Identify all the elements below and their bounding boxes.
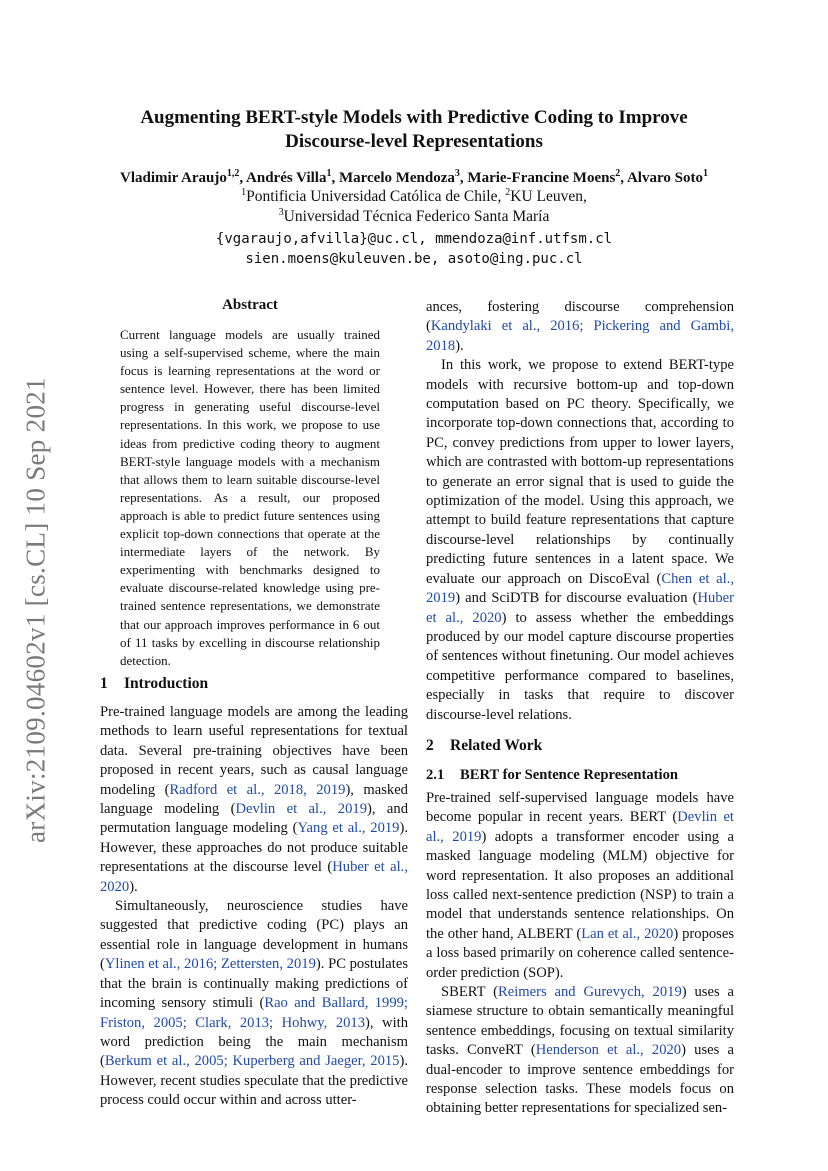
section-number: 1 [100, 675, 108, 692]
text-run: ) to assess whether the embeddings produced by our model capture discourse properties of sentences without finetuning. Our model achieves competitive performance compared to baselines, especially in tasks that require to discover discourse-level relations. [426, 609, 734, 723]
affiliation-text: Universidad Técnica Federico Santa María [283, 208, 550, 225]
email-line-1[interactable]: {vgaraujo,afvilla}@uc.cl, mmendoza@inf.utfsm.cl [215, 231, 613, 247]
citation-link[interactable]: Radford et al., 2018, 2019 [169, 781, 346, 798]
author-affiliation-mark: 3 [454, 168, 460, 179]
affiliation-mark: 1 [241, 186, 247, 198]
text-run: ), and permutation language modeling ( [100, 801, 408, 837]
email-line-2[interactable]: sien.moens@kuleuven.be, asoto@ing.puc.cl [245, 251, 583, 267]
author-name: Marcelo Mendoza [338, 170, 455, 186]
intro-paragraph-2-continued [426, 298, 734, 356]
citation-link[interactable]: Reimers and Gurevych, 2019 [498, 984, 682, 1000]
related-paragraph-2 [426, 983, 734, 1119]
title-line-1: Augmenting BERT-style Models with Predictive Coding to Improve [140, 107, 688, 128]
citation-link[interactable]: Chen et al., 2019 [426, 570, 734, 607]
author-list: Vladimir Araujo$^{1,2}$, Andrés Villa$^1$, Marcelo Mendoza$^3$, Marie-Francine Moens$^2$, Alvaro Soto$^1$ [120, 168, 708, 186]
intro-paragraph-2 [100, 897, 408, 1110]
section-heading-introduction [100, 674, 408, 694]
text-run: Pre-trained language models are among the leading methods to learn useful representations for textual data. Several pre-training objectives have been proposed in recent years, such as causal language modeling ( [100, 704, 408, 798]
author-affiliation-mark: 2 [615, 168, 621, 179]
arxiv-identifier-stamp: arXiv:2109.04602v1 [cs.CL] 10 Sep 2021 [20, 377, 51, 843]
abstract-heading: Abstract [222, 297, 278, 313]
text-run: ). [129, 878, 138, 895]
text-run: ). [455, 337, 464, 354]
related-paragraph-1 [426, 789, 734, 983]
text-run: ). However, these approaches do not produce suitable representations at the discourse level ( [100, 820, 408, 876]
citation-link[interactable]: Henderson et al., 2020 [535, 1042, 682, 1059]
affiliation-text: Pontificia Universidad Católica de Chile, [246, 188, 506, 205]
right-column [426, 298, 734, 1119]
citation-link[interactable]: Devlin et al., 2019 [235, 801, 367, 818]
citation-link[interactable]: Rao and Ballard, 1999; Friston, 2005; Clark, 2013; Hohwy, 2013 [100, 995, 408, 1031]
affiliation-line-2 [100, 207, 728, 227]
abstract-text: Current language models are usually trained using a self-supervised scheme, where the main focus is learning representations at the word or sentence level. However, there has been limited progress in generating useful discourse-level representations. In this work, we propose to use ideas from predictive coding theory to augment BERT-style language models with a mechanism that allows them to learn suitable discourse-level representations. As a result, our proposed approach is able to predict future sentences using explicit top-down connections that operate at the intermediate layers of the network. By experimenting with benchmarks designed to evaluate discourse-related knowledge using pre-trained sentence representations, we demonstrate that our approach improves performance in 6 out of 11 tasks by excelling in discourse relationship detection. [120, 327, 380, 668]
abstract-body [120, 326, 380, 670]
subsection-title: BERT for Sentence Representation [460, 766, 678, 783]
section-title: Related Work [450, 736, 543, 754]
citation-link[interactable]: Huber et al., 2020 [426, 590, 734, 626]
affiliation-mark: 3 [278, 206, 284, 218]
text-run: ). PC postulates that the brain is continually making predictions of incoming sensory stimuli ( [100, 956, 408, 1012]
citation-link[interactable]: Devlin et al., 2019 [426, 809, 734, 845]
affiliation-line-1 [100, 187, 728, 207]
text-run: ) and SciDTB for discourse evaluation ( [455, 590, 698, 607]
citation-link[interactable]: Huber et al., 2020 [100, 859, 408, 895]
text-run: ). However, recent studies speculate that the predictive process could occur within and across utter- [100, 1053, 408, 1109]
text-run: Pre-trained self-supervised language models have become popular in recent years. BERT ( [426, 789, 734, 826]
text-run: ) uses a siamese structure to obtain semantically meaningful sentence embeddings, focusing on textual similarity tasks. ConveRT ( [426, 984, 734, 1059]
text-run: ), with word prediction being the main mechanism ( [100, 1014, 408, 1070]
author-affiliation-mark: 1,2 [226, 168, 240, 179]
text-run: ) uses a dual-encoder to improve sentence embeddings for response selection tasks. These models focus on obtaining better representations for specialized sen- [426, 1042, 734, 1117]
section-title: Introduction [124, 675, 209, 692]
affiliation-mark: 2 [505, 186, 511, 198]
subsection-number: 2.1 [426, 766, 445, 783]
author-affiliation-mark: 1 [326, 168, 332, 179]
citation-link[interactable]: Ylinen et al., 2016; Zettersten, 2019 [104, 956, 316, 973]
subsection-heading-bert [426, 765, 734, 785]
text-run: Simultaneously, neuroscience studies have suggested that predictive coding (PC) plays an essential role in language development in humans ( [100, 898, 408, 973]
text-run: In this work, we propose to extend BERT-type models with recursive bottom-up and top-down computation based on PC theory. Specifically, we incorporate top-down connections that, according to PC, convey predictions from upper to lower layers, which are contrasted with bottom-up representations to generate an error signal that is used to guide the optimization of the model. Using this approach, we attempt to build feature representations that capture discourse-level relationships by continually predicting future sentences in a latent space. We evaluate our approach on DiscoEval ( [426, 357, 734, 587]
author-name: Alvaro Soto [626, 170, 703, 186]
text-run: ances, fostering discourse comprehension ( [426, 299, 734, 335]
citation-link[interactable]: Berkum et al., 2005; Kuperberg and Jaeger, 2015 [104, 1053, 400, 1070]
citation-link[interactable]: Yang et al., 2019 [297, 820, 400, 837]
affiliation-text: KU Leuven, [510, 188, 587, 205]
author-name: Marie-Francine Moens [467, 170, 616, 186]
intro-paragraph-1 [100, 703, 408, 897]
text-run: ), masked language modeling ( [100, 781, 408, 818]
paper-title [100, 106, 728, 154]
section-number: 2 [426, 736, 434, 754]
author-name: Vladimir Araujo [120, 170, 227, 186]
text-run: ) adopts a transformer encoder using a masked language modeling (MLM) objective for word representation. It also proposes an additional loss called next-sentence prediction (NSP) to train a model that understands sentence relationships. On the other hand, ALBERT ( [426, 828, 734, 942]
citation-link[interactable]: Lan et al., 2020 [581, 925, 674, 942]
intro-paragraph-3 [426, 356, 734, 725]
text-run: SBERT ( [441, 984, 499, 1000]
title-line-2: Discourse-level Representations [285, 131, 543, 152]
left-column [100, 674, 408, 1111]
section-heading-related-work [426, 736, 734, 756]
author-name: Andrés Villa [246, 170, 327, 186]
citation-link[interactable]: Kandylaki et al., 2016; Pickering and Gambi, 2018 [426, 318, 734, 354]
text-run: ) proposes a loss based primarily on coherence called sentence-order prediction (SOP). [426, 925, 734, 981]
author-affiliation-mark: 1 [702, 168, 708, 179]
